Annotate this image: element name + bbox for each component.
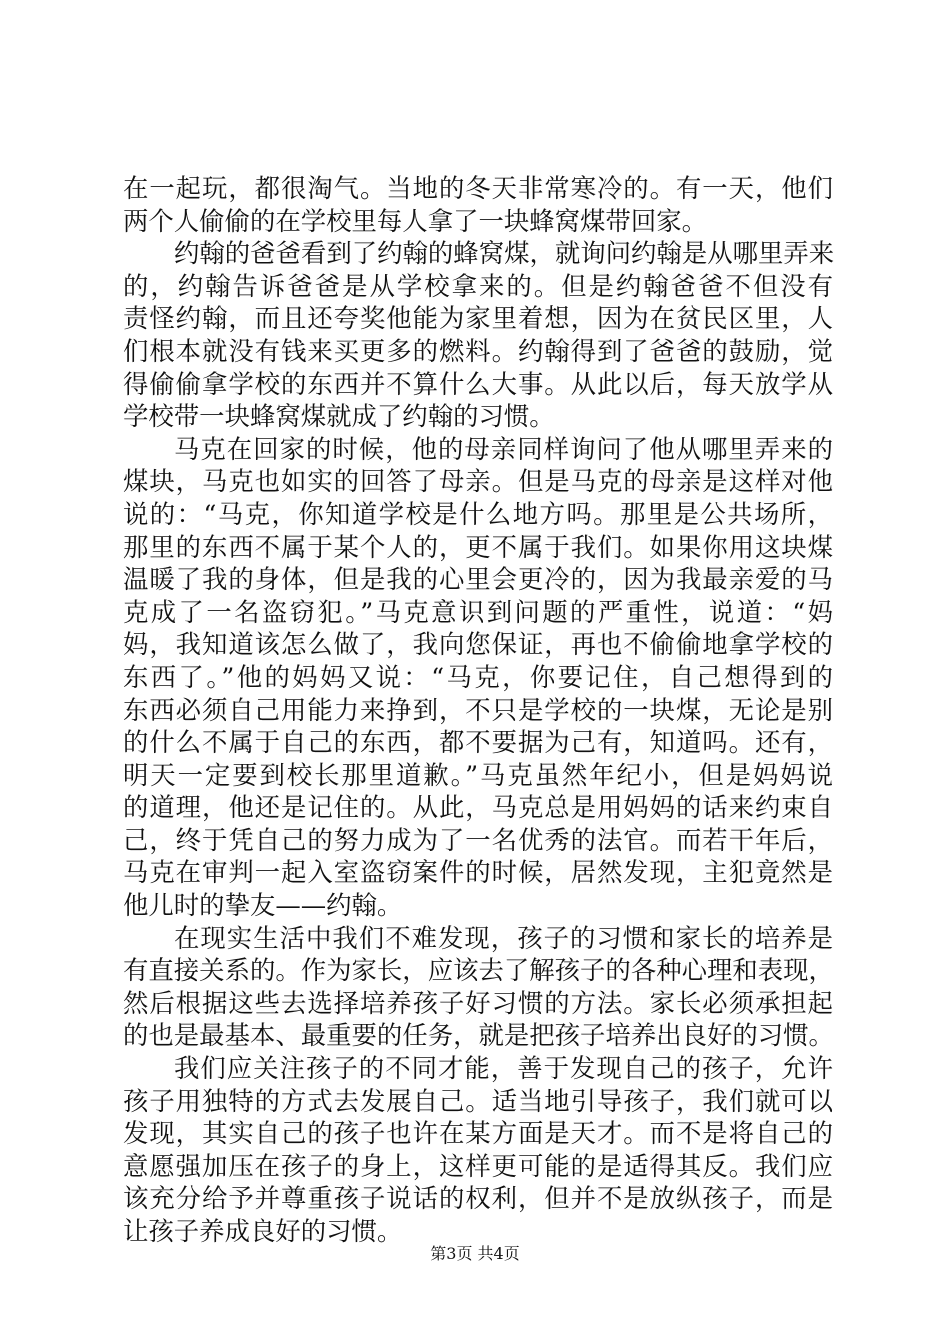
- paragraph-line: 约翰的爸爸看到了约翰的蜂窝煤，就询问约翰是从哪里弄来: [174, 238, 835, 269]
- paragraph-line: 们根本就没有钱来买更多的燃料。约翰得到了爸爸的鼓励，觉: [123, 335, 833, 366]
- paragraph-line: 学校带一块蜂窝煤就成了约翰的习惯。: [123, 401, 555, 432]
- paragraph: [123, 1052, 833, 1248]
- paragraph-line: 在现实生活中我们不难发现，孩子的习惯和家长的培养是: [174, 922, 833, 953]
- paragraph: [123, 922, 833, 1052]
- paragraph-line: 在一起玩，都很淘气。当地的冬天非常寒冷的。有一天，他们: [123, 173, 833, 203]
- paragraph-line: 得偷偷拿学校的东西并不算什么大事。从此以后，每天放学从: [123, 368, 833, 399]
- paragraph-line: 让孩子养成良好的习惯。: [123, 1216, 403, 1246]
- paragraph-line: 我们应关注孩子的不同才能，善于发现自己的孩子，允许: [174, 1053, 833, 1084]
- paragraph-line: 该充分给予并尊重孩子说话的权利，但并不是放纵孩子，而是: [123, 1183, 833, 1214]
- paragraph-line: 的道理，他还是记住的。从此，马克总是用妈妈的话来约束自: [123, 792, 833, 823]
- paragraph-line: 的什么不属于自己的东西，都不要据为己有，知道吗。还有，: [123, 727, 833, 758]
- paragraph-line: 己，终于凭自己的努力成为了一名优秀的法官。而若干年后，: [123, 824, 833, 855]
- paragraph-line: 那里的东西不属于某个人的，更不属于我们。如果你用这块煤: [123, 531, 833, 562]
- paragraph-line: 克成了一名盗窃犯。”马克意识到问题的严重性，说道：“妈: [123, 596, 833, 627]
- paragraph-line: 两个人偷偷的在学校里每人拿了一块蜂窝煤带回家。: [123, 205, 707, 236]
- paragraph-line: 马克在审判一起入室盗窃案件的时候，居然发现，主犯竟然是: [123, 857, 833, 888]
- paragraph: [123, 172, 833, 237]
- document-body: [123, 172, 833, 1248]
- paragraph-line: 有直接关系的。作为家长，应该去了解孩子的各种心理和表现，: [123, 955, 834, 986]
- paragraph-line: 责怪约翰，而且还夸奖他能为家里着想，因为在贫民区里，人: [123, 303, 833, 334]
- paragraph-line: 妈，我知道该怎么做了，我向您保证，再也不偷偷地拿学校的: [123, 629, 833, 660]
- paragraph-line: 东西必须自己用能力来挣到，不只是学校的一块煤，无论是别: [123, 694, 833, 725]
- paragraph-line: 说的：“马克，你知道学校是什么地方吗。那里是公共场所，: [123, 498, 833, 529]
- paragraph-line: 东西了。”他的妈妈又说：“马克，你要记住，自己想得到的: [123, 661, 833, 692]
- paragraph-line: 马克在回家的时候，他的母亲同样询问了他从哪里弄来的: [174, 433, 833, 464]
- page-number-footer: 第3页 共4页: [430, 1244, 520, 1263]
- paragraph: [123, 237, 833, 433]
- paragraph-line: 他儿时的挚友——约翰。: [123, 890, 403, 921]
- paragraph-line: 然后根据这些去选择培养孩子好习惯的方法。家长必须承担起: [123, 987, 833, 1018]
- paragraph-line: 温暖了我的身体，但是我的心里会更冷的，因为我最亲爱的马: [123, 564, 833, 595]
- paragraph-line: 发现，其实自己的孩子也许在某方面是天才。而不是将自己的: [123, 1118, 833, 1149]
- paragraph-line: 意愿强加压在孩子的身上，这样更可能的是适得其反。我们应: [123, 1150, 833, 1181]
- paragraph-line: 明天一定要到校长那里道歉。”马克虽然年纪小，但是妈妈说: [123, 759, 833, 790]
- paragraph-line: 孩子用独特的方式去发展自己。适当地引导孩子，我们就可以: [123, 1085, 833, 1116]
- paragraph-line: 的，约翰告诉爸爸是从学校拿来的。但是约翰爸爸不但没有: [123, 270, 833, 301]
- paragraph-line: 煤块，马克也如实的回答了母亲。但是马克的母亲是这样对他: [123, 466, 833, 497]
- paragraph-line: 的也是最基本、最重要的任务，就是把孩子培养出良好的习惯。: [123, 1020, 834, 1051]
- paragraph: [123, 433, 833, 922]
